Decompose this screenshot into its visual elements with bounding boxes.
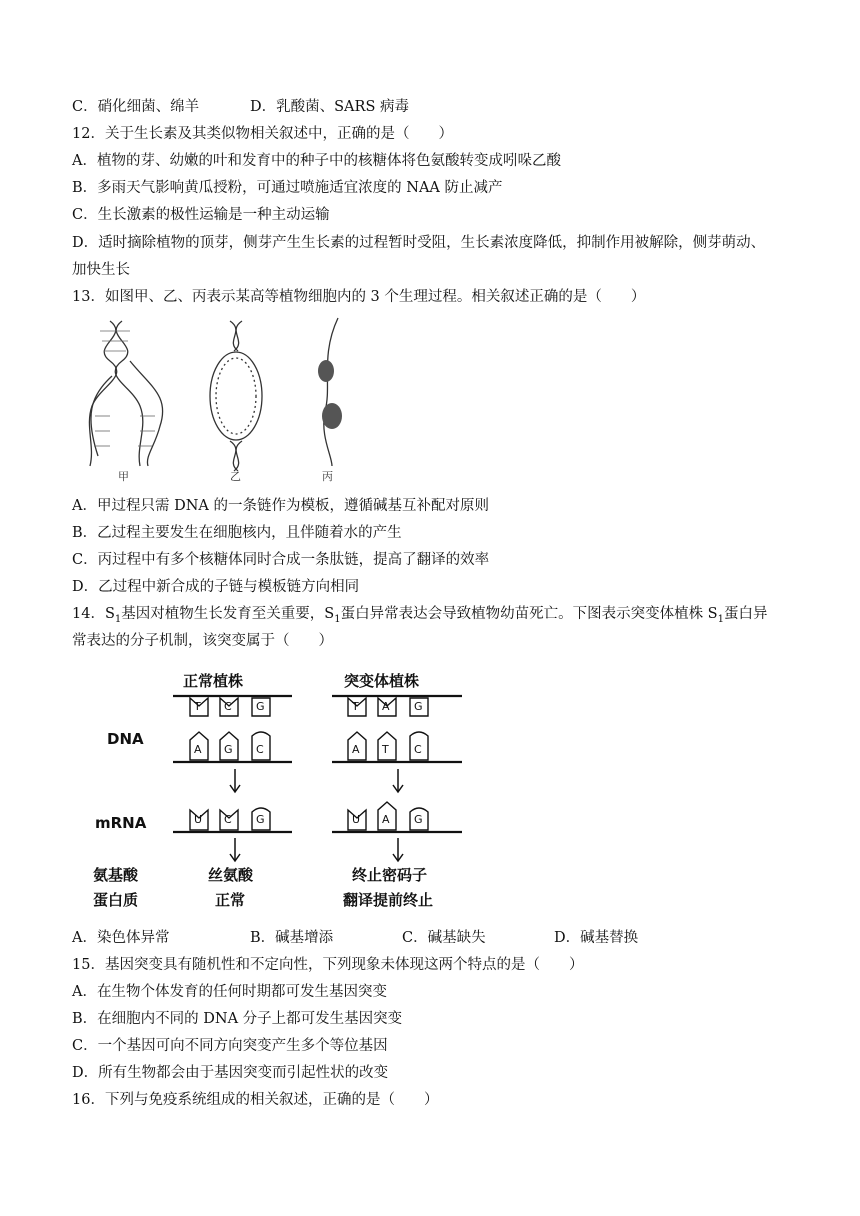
q13-option-c: C．丙过程中有多个核糖体同时合成一条肽链，提高了翻译的效率 [72, 552, 490, 568]
q13-option-b: B．乙过程主要发生在细胞核内，且伴随着水的产生 [72, 525, 402, 541]
base-label: G [224, 743, 233, 756]
question-12: 12．关于生长素及其类似物相关叙述中，正确的是（ ） [72, 126, 453, 142]
q15-option-a: A．在生物个体发育的任何时期都可发生基因突变 [72, 984, 387, 1000]
subscript: 1 [114, 613, 122, 625]
q14-text: 蛋白异常表达会导致植物幼苗死亡。下图表示突变体植株 S [340, 606, 718, 622]
q14-option-b: B．碱基增添 [250, 930, 334, 946]
q14-text: 蛋白异 [724, 606, 768, 622]
amino-acid-row-label: 氨基酸 [93, 866, 139, 884]
q12-option-a: A．植物的芽、幼嫩的叶和发育中的种子中的核糖体将色氨酸转变成吲哚乙酸 [72, 153, 561, 169]
figure-13-yi [210, 321, 262, 471]
figure-13-label-bing: 丙 [322, 470, 333, 483]
base-label: G [256, 700, 265, 713]
base-label: U [194, 813, 203, 826]
base-label: C [414, 743, 422, 756]
q14-option-d: D．碱基替换 [554, 930, 639, 946]
base-label: C [224, 813, 232, 826]
question-15: 15．基因突变具有随机性和不定向性，下列现象未体现这两个特点的是（ ） [72, 957, 584, 973]
base-label: T [382, 743, 389, 756]
base-label: G [256, 813, 265, 826]
figure-13 [70, 316, 370, 486]
q14-option-a: A．染色体异常 [72, 930, 170, 946]
q12-option-b: B．多雨天气影响黄瓜授粉，可通过喷施适宜浓度的 NAA 防止减产 [72, 180, 503, 196]
question-13: 13．如图甲、乙、丙表示某高等植物细胞内的 3 个生理过程。相关叙述正确的是（ ） [72, 289, 646, 305]
base-label: A [382, 700, 390, 713]
q14-text: 基因对植物生长发育至关重要，S [121, 606, 335, 622]
figure-13-label-jia: 甲 [118, 470, 129, 483]
protein-row-label: 蛋白质 [93, 891, 139, 909]
subscript: 1 [334, 613, 341, 625]
ribosome-icon [318, 360, 334, 382]
figure-13-jia [89, 321, 162, 466]
q14-option-c: C．碱基缺失 [402, 930, 486, 946]
base-label: C [224, 700, 232, 713]
figure-13-label-yi: 乙 [230, 470, 241, 483]
base-label: C [256, 743, 264, 756]
mutant-translation-stop: 翻译提前终止 [343, 891, 434, 909]
base-label: G [414, 813, 423, 826]
dna-row-label: DNA [107, 730, 144, 748]
q15-option-c: C．一个基因可向不同方向突变产生多个等位基因 [72, 1038, 388, 1054]
mrna-row-label: mRNA [95, 814, 147, 832]
mutant-plant-header: 突变体植株 [344, 672, 420, 690]
q12-option-c: C．生长激素的极性运输是一种主动运输 [72, 207, 330, 223]
subscript: 1 [717, 613, 724, 625]
base-label: T [194, 700, 201, 713]
normal-protein: 正常 [215, 891, 246, 909]
q13-option-d: D．乙过程中新合成的子链与模板链方向相同 [72, 579, 360, 595]
figure-14 [60, 664, 480, 919]
q12-option-d: D．适时摘除植物的顶芽，侧芽产生生长素的过程暂时受阻，生长素浓度降低，抑制作用被解除，侧芽萌动、 [72, 235, 766, 251]
base-label: A [352, 743, 360, 756]
question-16: 16．下列与免疫系统组成的相关叙述，正确的是（ ） [72, 1092, 439, 1108]
ribosome-icon [322, 403, 342, 429]
q15-option-d: D．所有生物都会由于基因突变而引起性状的改变 [72, 1065, 389, 1081]
base-label: G [414, 700, 423, 713]
mutant-stop-codon: 终止密码子 [352, 866, 428, 884]
base-label: T [352, 700, 359, 713]
option-c: C．硝化细菌、绵羊 [72, 99, 200, 115]
base-label: A [194, 743, 202, 756]
question-14 [72, 604, 768, 630]
q15-option-b: B．在细胞内不同的 DNA 分子上都可发生基因突变 [72, 1011, 403, 1027]
option-line [72, 97, 409, 117]
option-d: D．乳酸菌、SARS 病毒 [250, 99, 409, 115]
q14-text: 14．S [72, 606, 115, 622]
q12-option-d-cont: 加快生长 [72, 262, 130, 278]
question-14-cont: 常表达的分子机制，该突变属于（ ） [72, 633, 333, 649]
q13-option-a: A．甲过程只需 DNA 的一条链作为模板，遵循碱基互补配对原则 [72, 498, 489, 514]
normal-plant-header: 正常植株 [183, 672, 244, 690]
normal-amino-acid: 丝氨酸 [208, 866, 254, 884]
figure-13-bing [318, 318, 342, 466]
base-label: A [382, 813, 390, 826]
base-label: U [352, 813, 361, 826]
